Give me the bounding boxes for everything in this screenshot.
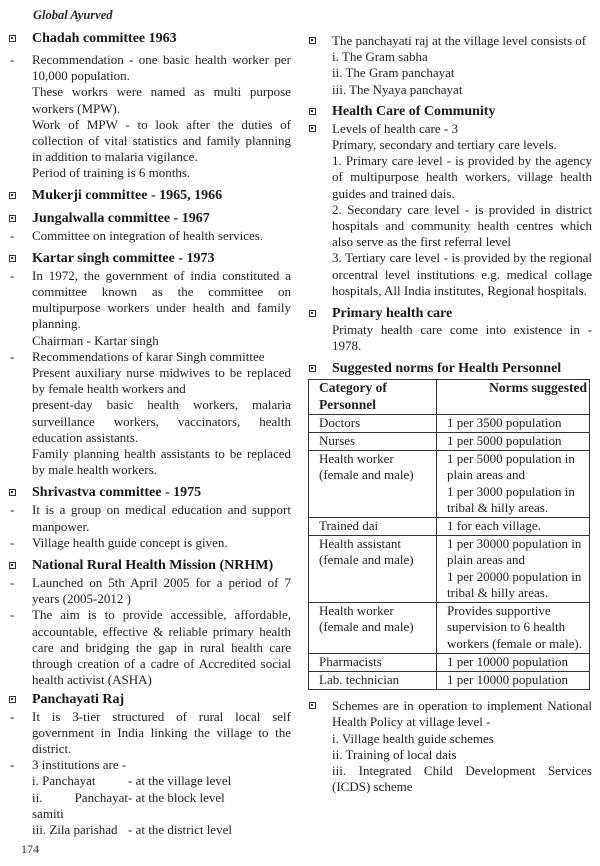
list-item: - In 1972, the government of india constituted a committee known as the committee on multipurpose workers under health and family planning. Chairman - Kartar singh [10, 267, 291, 348]
dash-bullet-icon: - [10, 267, 15, 283]
section-schemes: Schemes are in operation to implement National Health Policy at village level - i. Village health guide schemes ii. Training of local dais iii. Integrated Child Development Services (ICDS) scheme [308, 698, 592, 795]
section-heading: Kartar singh committee - 1973 [32, 250, 215, 266]
norm-cell: 1 per 5000 population [437, 433, 590, 451]
section-suggested-norms [308, 360, 592, 377]
section-village-level: The panchayati raj at the village level consists of i. The Gram sabha ii. The Gram panchayat iii. The Nyaya panchayat [308, 33, 592, 98]
category-cell: Nurses [309, 433, 437, 451]
list-item: - Recommendation - one basic health worker per 10,000 population. These workrs were named as multi purpose workers (MPW). Work of MPW - to look after the duties of collection of vital statistics and family planning in addition to malaria vigilance. Period of training is 6 months. [10, 52, 291, 181]
list-item: - Village health guide concept is given. [10, 534, 228, 550]
dash-bullet-icon: - [10, 534, 15, 550]
section-heading: Primary health care [332, 306, 453, 322]
norm-cell: 1 per 10000 population [437, 671, 590, 689]
norm-cell: 1 per 3500 population [437, 414, 590, 432]
section-shrivastva-committee [8, 484, 291, 501]
section-kartar-singh-committee [8, 250, 291, 267]
dash-bullet-icon: - [10, 348, 15, 364]
section-nrhm [8, 557, 291, 574]
category-cell: Trained dai [309, 518, 437, 536]
table-row [309, 653, 590, 671]
section-chadah-committee [8, 30, 291, 47]
norm-cell: Provides supportive supervision to 6 health workers (female or male). [437, 603, 590, 654]
norm-cell: 1 per 10000 population [437, 653, 590, 671]
category-cell: Pharmacists [309, 653, 437, 671]
square-bullet-icon [309, 125, 316, 132]
square-bullet-icon [9, 215, 16, 222]
right-column [308, 33, 592, 800]
section-health-care-community [308, 103, 592, 120]
left-column [8, 30, 291, 838]
square-bullet-icon [309, 310, 316, 317]
column-header-norms: Norms suggested [437, 380, 590, 414]
square-bullet-icon [9, 35, 16, 42]
dash-bullet-icon: - [10, 227, 15, 243]
category-cell: Lab. technician [309, 671, 437, 689]
section-panchayati-raj [8, 691, 291, 708]
square-bullet-icon [9, 192, 16, 199]
page-number: 174 [21, 842, 39, 856]
dash-bullet-icon: - [10, 708, 15, 724]
table-header-row [309, 380, 590, 414]
square-bullet-icon [309, 702, 316, 709]
list-item: - The aim is to provide accessible, affordable, accountable, effective & reliable primary health care and bridging the gap in rural health care through creation of a cadre of Accredited social health activist (ASHA) [10, 607, 291, 688]
norm-cell: 1 for each village. [437, 518, 590, 536]
list-item: - Committee on integration of health services. [10, 227, 264, 243]
column-header-category: Category of Personnel [309, 380, 437, 414]
institution-row: i. Panchayat - at the village level [32, 773, 232, 789]
table-row [309, 536, 590, 603]
section-heading: Suggested norms for Health Personnel [332, 361, 562, 377]
dash-bullet-icon: - [10, 575, 15, 591]
table-row [309, 451, 590, 518]
table-row [309, 414, 590, 432]
section-heading: National Rural Health Mission (NRHM) [32, 558, 274, 574]
section-heading: Chadah committee 1963 [32, 31, 177, 46]
list-item: - 3 institutions are - i. Panchayat - at the village level ii. Panchayat samiti - at the block level iii. Zila parishad - at the district level [8, 757, 291, 838]
square-bullet-icon [9, 696, 16, 703]
dash-bullet-icon: - [10, 757, 15, 773]
section-primary-health-care: Primary health care Primaty health care come into existence in - 1978. [308, 305, 592, 354]
table-row [309, 518, 590, 536]
norm-cell: 1 per 30000 population in plain areas and 1 per 20000 population in tribal & hilly areas. [437, 536, 590, 603]
running-head: Global Ayurved [33, 8, 113, 22]
square-bullet-icon [9, 255, 16, 262]
square-bullet-icon [9, 562, 16, 569]
square-bullet-icon [309, 365, 316, 372]
list-item: - It is a group on medical education and support manpower. [10, 502, 291, 534]
square-bullet-icon [309, 108, 316, 115]
section-jungalwalla-committee [8, 210, 291, 227]
norm-cell: 1 per 5000 population in plain areas and 1 per 3000 population in tribal & hilly areas. [437, 451, 590, 518]
category-cell: Doctors [309, 414, 437, 432]
list-item: - Launched on 5th April 2005 for a period of 7 years (2005-2012 ) [10, 575, 291, 607]
section-heading: Jungalwalla committee - 1967 [32, 210, 210, 226]
dash-bullet-icon: - [10, 502, 15, 518]
table-row [309, 603, 590, 654]
section-levels-of-care: Levels of health care - 3 Primary, secondary and tertiary care levels. 1. Primary care level - is provided by the agency of multipurpose health workers, village health guides and trained dais. 2. Secondary care level - is provided in district hospitals and community health centres which also serve as the first referral level 3. Tertiary care level - is provided by the regional orcentral level institutions e.g. medical collage hospitals, All India institutes, Regional hospitals. [308, 121, 592, 299]
table-row [309, 671, 590, 689]
square-bullet-icon [309, 37, 316, 44]
table-row [309, 433, 590, 451]
institution-row: iii. Zila parishad - at the district level [32, 821, 232, 837]
category-cell: Health worker (female and male) [309, 451, 437, 518]
dash-bullet-icon: - [10, 607, 15, 623]
section-heading: Mukerji committee - 1965, 1966 [32, 187, 223, 203]
section-heading: Health Care of Community [332, 103, 496, 119]
list-item: - Recommendations of karar Singh committee Present auxiliary nurse midwives to be replaced by female health workers and present-day basic health workers, malaria surveillance workers, vaccinators, health education assistants. Family planning health assistants to be replaced by male health workers. [10, 348, 291, 478]
list-item: - It is 3-tier structured of rural local self government in India linking the village to the district. [10, 708, 291, 756]
category-cell: Health assistant (female and male) [309, 536, 437, 603]
square-bullet-icon [9, 489, 16, 496]
section-heading: Shrivastva committee - 1975 [32, 485, 202, 501]
dash-bullet-icon: - [10, 52, 15, 67]
section-heading: Panchayati Raj [32, 691, 125, 707]
norms-table [308, 379, 590, 690]
institution-row: ii. Panchayat samiti - at the block level [32, 789, 225, 821]
section-mukerji-committee [8, 187, 291, 204]
category-cell: Health worker (female and male) [309, 603, 437, 654]
